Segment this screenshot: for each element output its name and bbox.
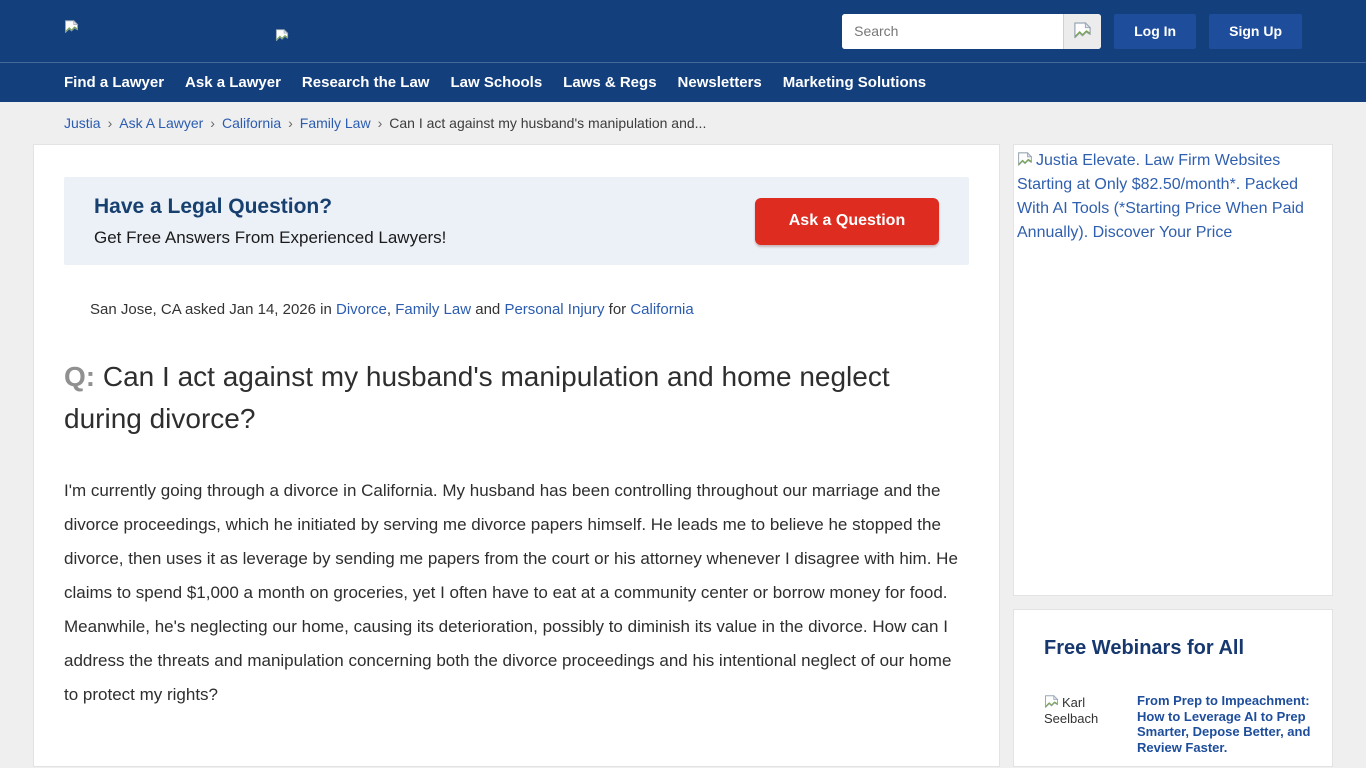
- question-meta: [90, 301, 969, 318]
- signup-button[interactable]: Sign Up: [1209, 14, 1302, 49]
- meta-asked-text: San Jose, CA asked Jan 14, 2026 in: [90, 301, 336, 318]
- breadcrumb-separator: ›: [210, 115, 215, 131]
- webinars-title: Free Webinars for All: [1044, 637, 1245, 659]
- webinar-title-link[interactable]: From Prep to Impeachment: How to Leverage AI to Prep Smarter, Depose Better, and Review Faster.: [1137, 693, 1311, 755]
- webinar-item[interactable]: [1044, 693, 1320, 755]
- nav-law-schools[interactable]: Law Schools: [450, 74, 543, 91]
- breadcrumb-separator: ›: [377, 115, 383, 131]
- banner-text-block: [94, 195, 446, 248]
- ad-alt-text-link[interactable]: Justia Elevate. Law Firm Websites Starting at Only $82.50/month*. Packed With AI Tools (*Starting Price When Paid Annually). Discover Your Price: [1017, 152, 1304, 241]
- speaker-broken-image-icon: [1044, 695, 1062, 710]
- breadcrumb-separator: ›: [107, 115, 113, 131]
- breadcrumb-link-family-law[interactable]: Family Law: [299, 115, 371, 131]
- nav-laws-regs[interactable]: Laws & Regs: [563, 74, 657, 91]
- banner-subtitle: Get Free Answers From Experienced Lawyers!: [94, 227, 447, 247]
- breadcrumb-link-justia[interactable]: Justia: [64, 115, 101, 131]
- search-button-broken-image-icon: [1073, 22, 1092, 41]
- meta-link-divorce[interactable]: Divorce: [336, 301, 387, 318]
- justia-logo-broken-image-icon[interactable]: [64, 19, 79, 36]
- site-header: [0, 0, 1366, 102]
- elevate-ad[interactable]: [1013, 144, 1333, 596]
- search-bar: [842, 14, 1101, 49]
- sidebar: [1013, 144, 1333, 767]
- nav-find-a-lawyer[interactable]: Find a Lawyer: [64, 74, 165, 91]
- content-area: [0, 144, 1366, 767]
- header-top-row: [0, 0, 1366, 62]
- banner-title: Have a Legal Question?: [94, 194, 333, 218]
- speaker-alt-text: Karl Seelbach: [1044, 695, 1099, 726]
- search-button[interactable]: [1063, 14, 1101, 49]
- breadcrumb-link-california[interactable]: California: [221, 115, 282, 131]
- search-input[interactable]: [842, 14, 1063, 49]
- header-broken-image-icon[interactable]: [275, 28, 289, 44]
- nav-research-the-law[interactable]: Research the Law: [301, 74, 430, 91]
- meta-link-family-law[interactable]: Family Law: [395, 301, 472, 318]
- question-q-label: Q:: [64, 361, 96, 392]
- breadcrumb-current: Can I act against my husband's manipulation and...: [389, 115, 707, 131]
- meta-link-california[interactable]: California: [630, 301, 694, 318]
- breadcrumb-separator: ›: [288, 115, 293, 131]
- question-body: I'm currently going through a divorce in California. My husband has been controlling throughout our marriage and the divorce proceedings, which he initiated by serving me divorce papers himself. He leads me to believe he stopped the divorce, then uses it as leverage by sending me papers from the court or his attorney whenever I disagree with him. He claims to spend $1,000 a month on groceries, yet I often have to eat at a community center or borrow money for food. Meanwhile, he's neglecting our home, causing its deterioration, possibly to diminish its value in the divorce. How can I address the threats and manipulation concerning both the divorce proceedings and his intentional neglect of our home to protect my rights?: [64, 481, 958, 704]
- meta-and-text: and: [471, 301, 505, 318]
- breadcrumb-link-ask-a-lawyer[interactable]: Ask A Lawyer: [119, 115, 204, 131]
- question-title-text: Can I act against my husband's manipulation and home neglect during divorce?: [64, 361, 890, 434]
- breadcrumb: [0, 102, 1366, 144]
- meta-link-personal-injury[interactable]: Personal Injury: [504, 301, 605, 318]
- nav-marketing-solutions[interactable]: Marketing Solutions: [782, 74, 927, 91]
- webinars-card: [1013, 609, 1333, 767]
- meta-for-text: for: [604, 301, 631, 318]
- legal-question-banner: [64, 177, 969, 265]
- ask-a-question-button[interactable]: Ask a Question: [755, 198, 939, 245]
- question-title: [64, 356, 969, 440]
- question-card: [33, 144, 1000, 767]
- ad-broken-image-icon: [1017, 152, 1036, 169]
- nav-ask-a-lawyer[interactable]: Ask a Lawyer: [185, 74, 281, 91]
- login-button[interactable]: Log In: [1114, 14, 1196, 49]
- nav-newsletters[interactable]: Newsletters: [677, 74, 762, 91]
- meta-comma: ,: [386, 301, 396, 318]
- main-nav: [0, 62, 1366, 102]
- webinar-speaker: [1044, 693, 1137, 727]
